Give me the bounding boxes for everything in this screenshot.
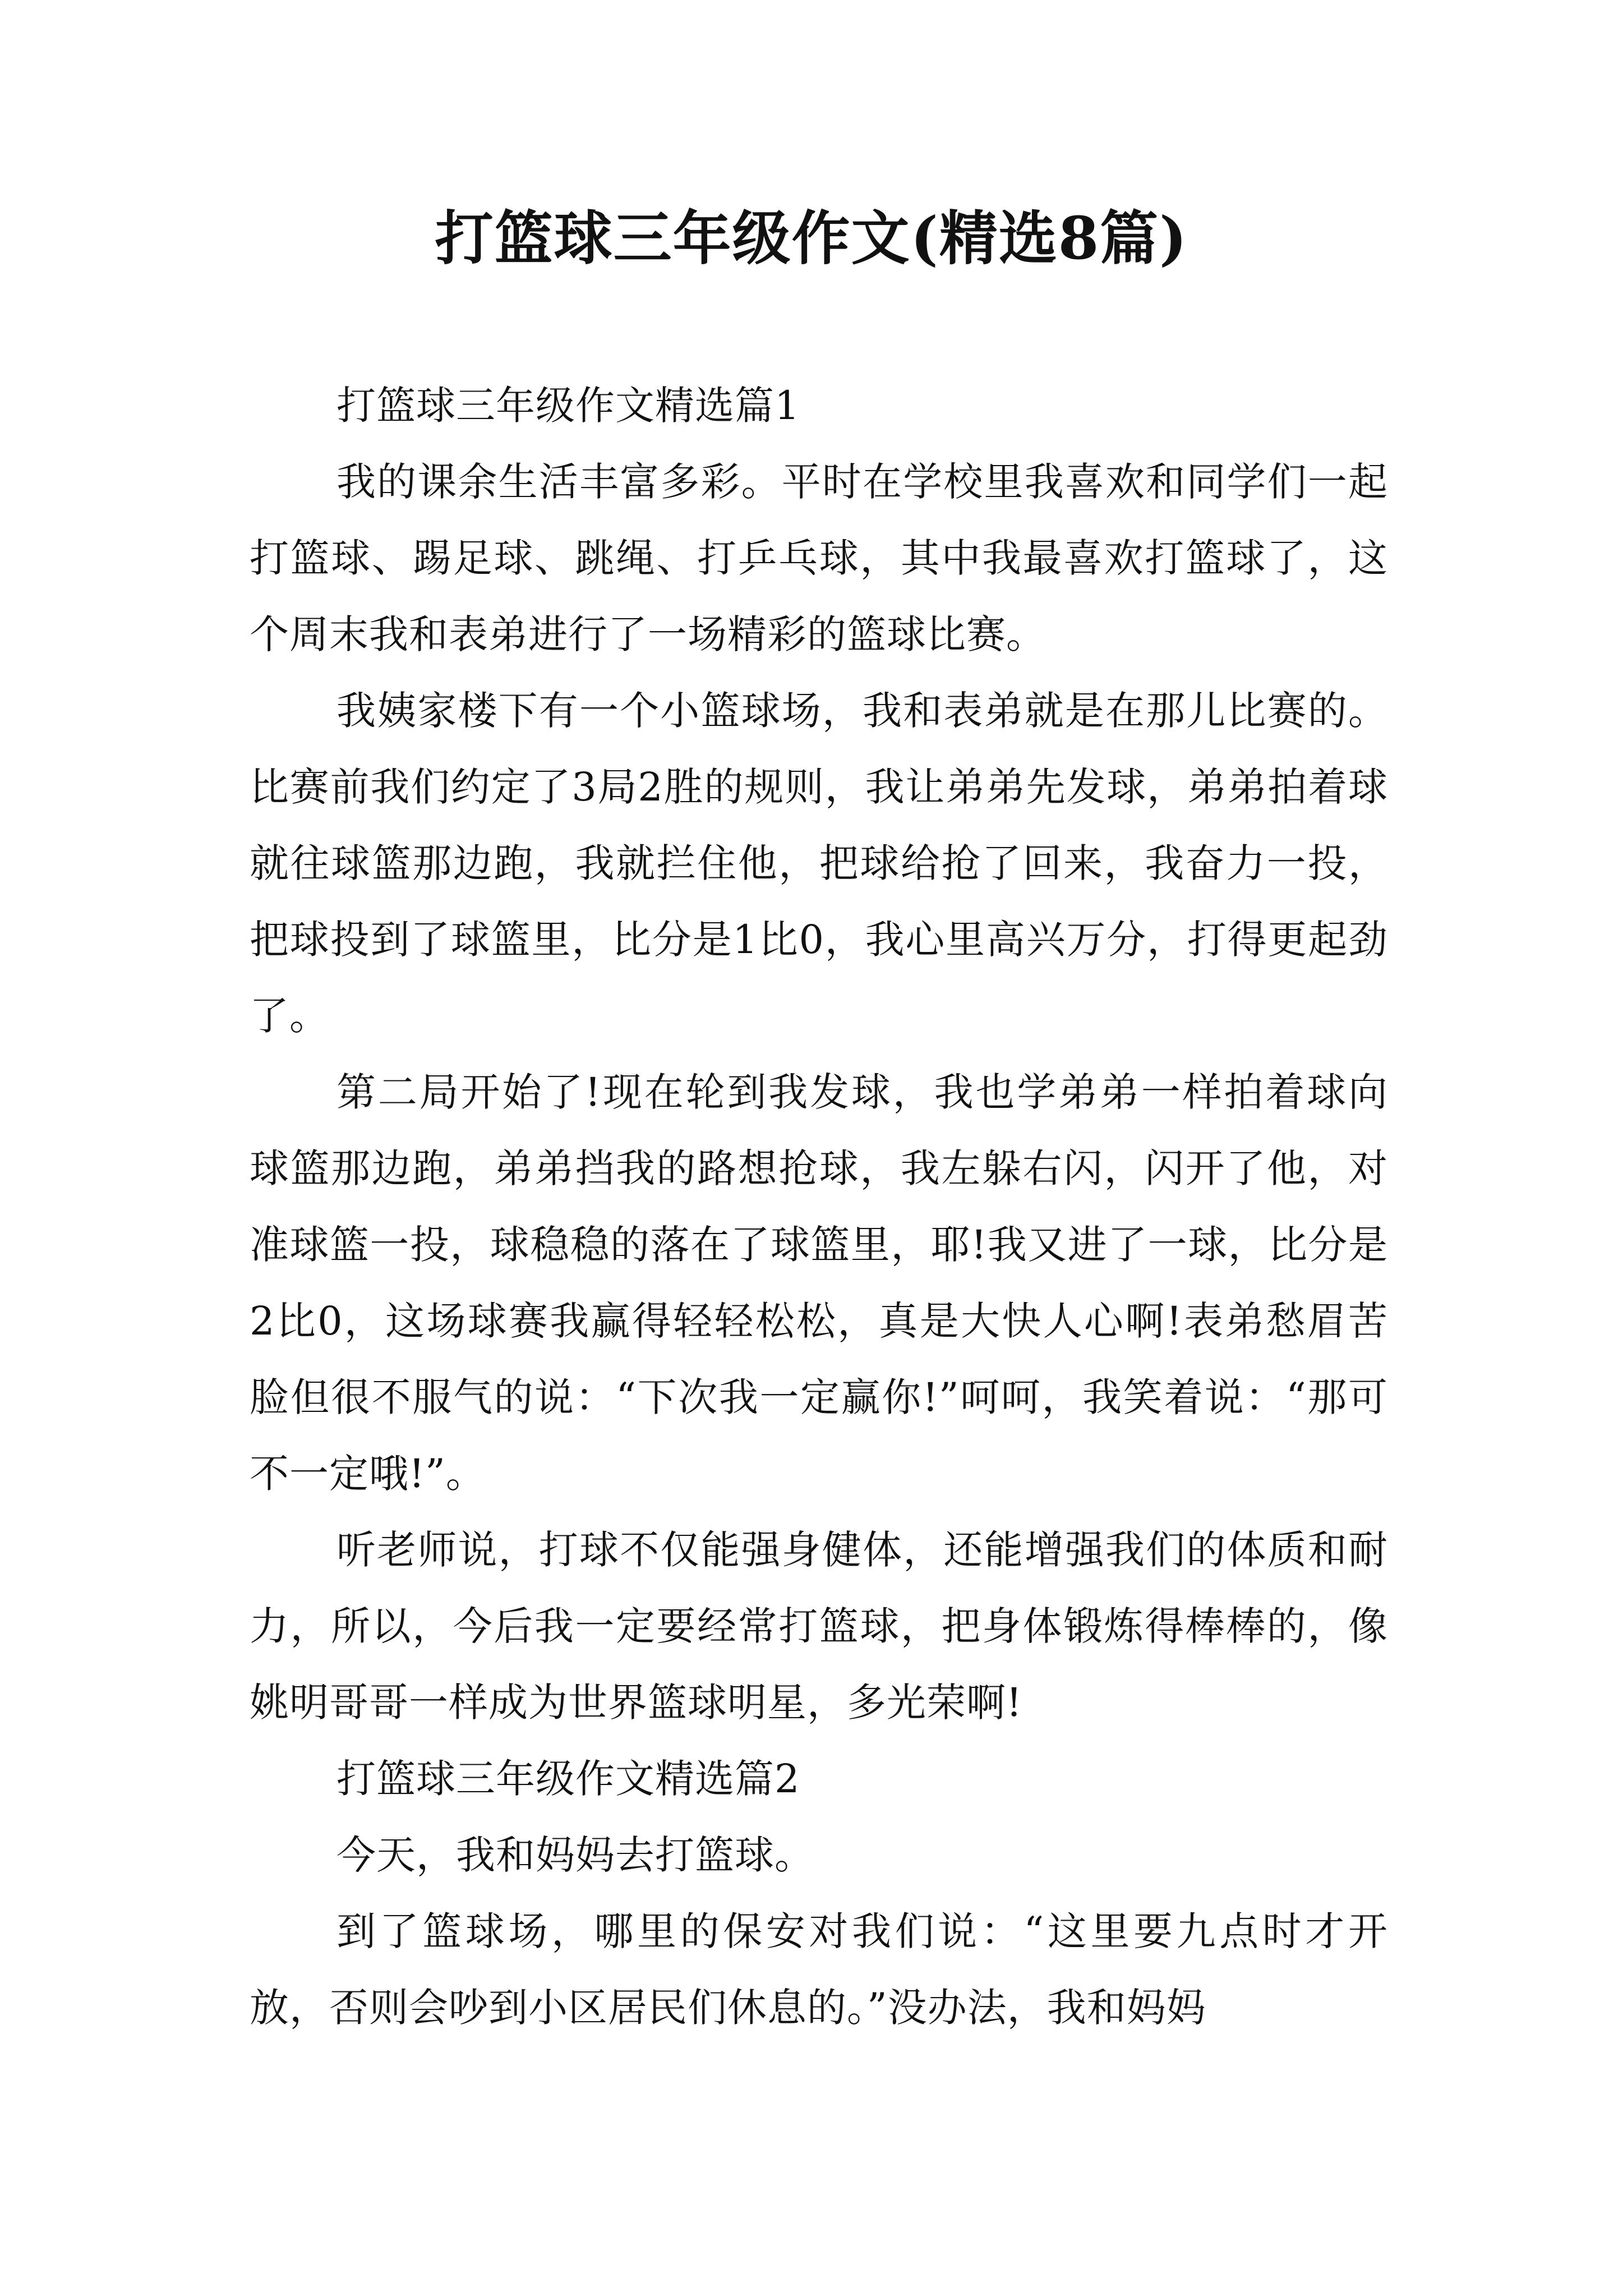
body-paragraph: 今天，我和妈妈去打篮球。: [336, 1832, 814, 1878]
document-title: 打篮球三年级作文(精选8篇): [435, 204, 1188, 273]
body-paragraph: 第二局开始了!现在轮到我发球，我也学弟弟一样拍着球向球篮那边跑，弟弟挡我的路想抢球，我左躲右闪，闪开了他，对准球篮一投，球稳稳的落在了球篮里，耶!我又进了一球，比分是2比0，这场球赛我赢得轻轻松松，真是大快人心啊!表弟愁眉苦脸但很不服气的说：“下次我一定赢你!”呵呵，我笑着说：“那可不一定哦!”。: [250, 1069, 1388, 1497]
body-paragraph: 我姨家楼下有一个小篮球场，我和表弟就是在那儿比赛的。比赛前我们约定了3局2胜的规则，我让弟弟先发球，弟弟拍着球就往球篮那边跑，我就拦住他，把球给抢了回来，我奋力一投，把球投到了球篮里，比分是1比0，我心里高兴万分，打得更起劲了。: [250, 688, 1388, 1039]
body-paragraph: 听老师说，打球不仅能强身健体，还能增强我们的体质和耐力，所以，今后我一定要经常打篮球，把身体锻炼得棒棒的，像姚明哥哥一样成为世界篮球明星，多光荣啊!: [250, 1527, 1388, 1726]
section-heading: 打篮球三年级作文精选篇1: [336, 383, 800, 429]
body-paragraph: 到了篮球场，哪里的保安对我们说：“这里要九点时才开放，否则会吵到小区居民们休息的。”没办法，我和妈妈: [250, 1908, 1388, 2031]
section-heading: 打篮球三年级作文精选篇2: [336, 1756, 800, 1802]
body-paragraph: 我的课余生活丰富多彩。平时在学校里我喜欢和同学们一起打篮球、踢足球、跳绳、打乒乓球，其中我最喜欢打篮球了，这个周末我和表弟进行了一场精彩的篮球比赛。: [250, 459, 1388, 657]
document-body: [250, 367, 1388, 2046]
